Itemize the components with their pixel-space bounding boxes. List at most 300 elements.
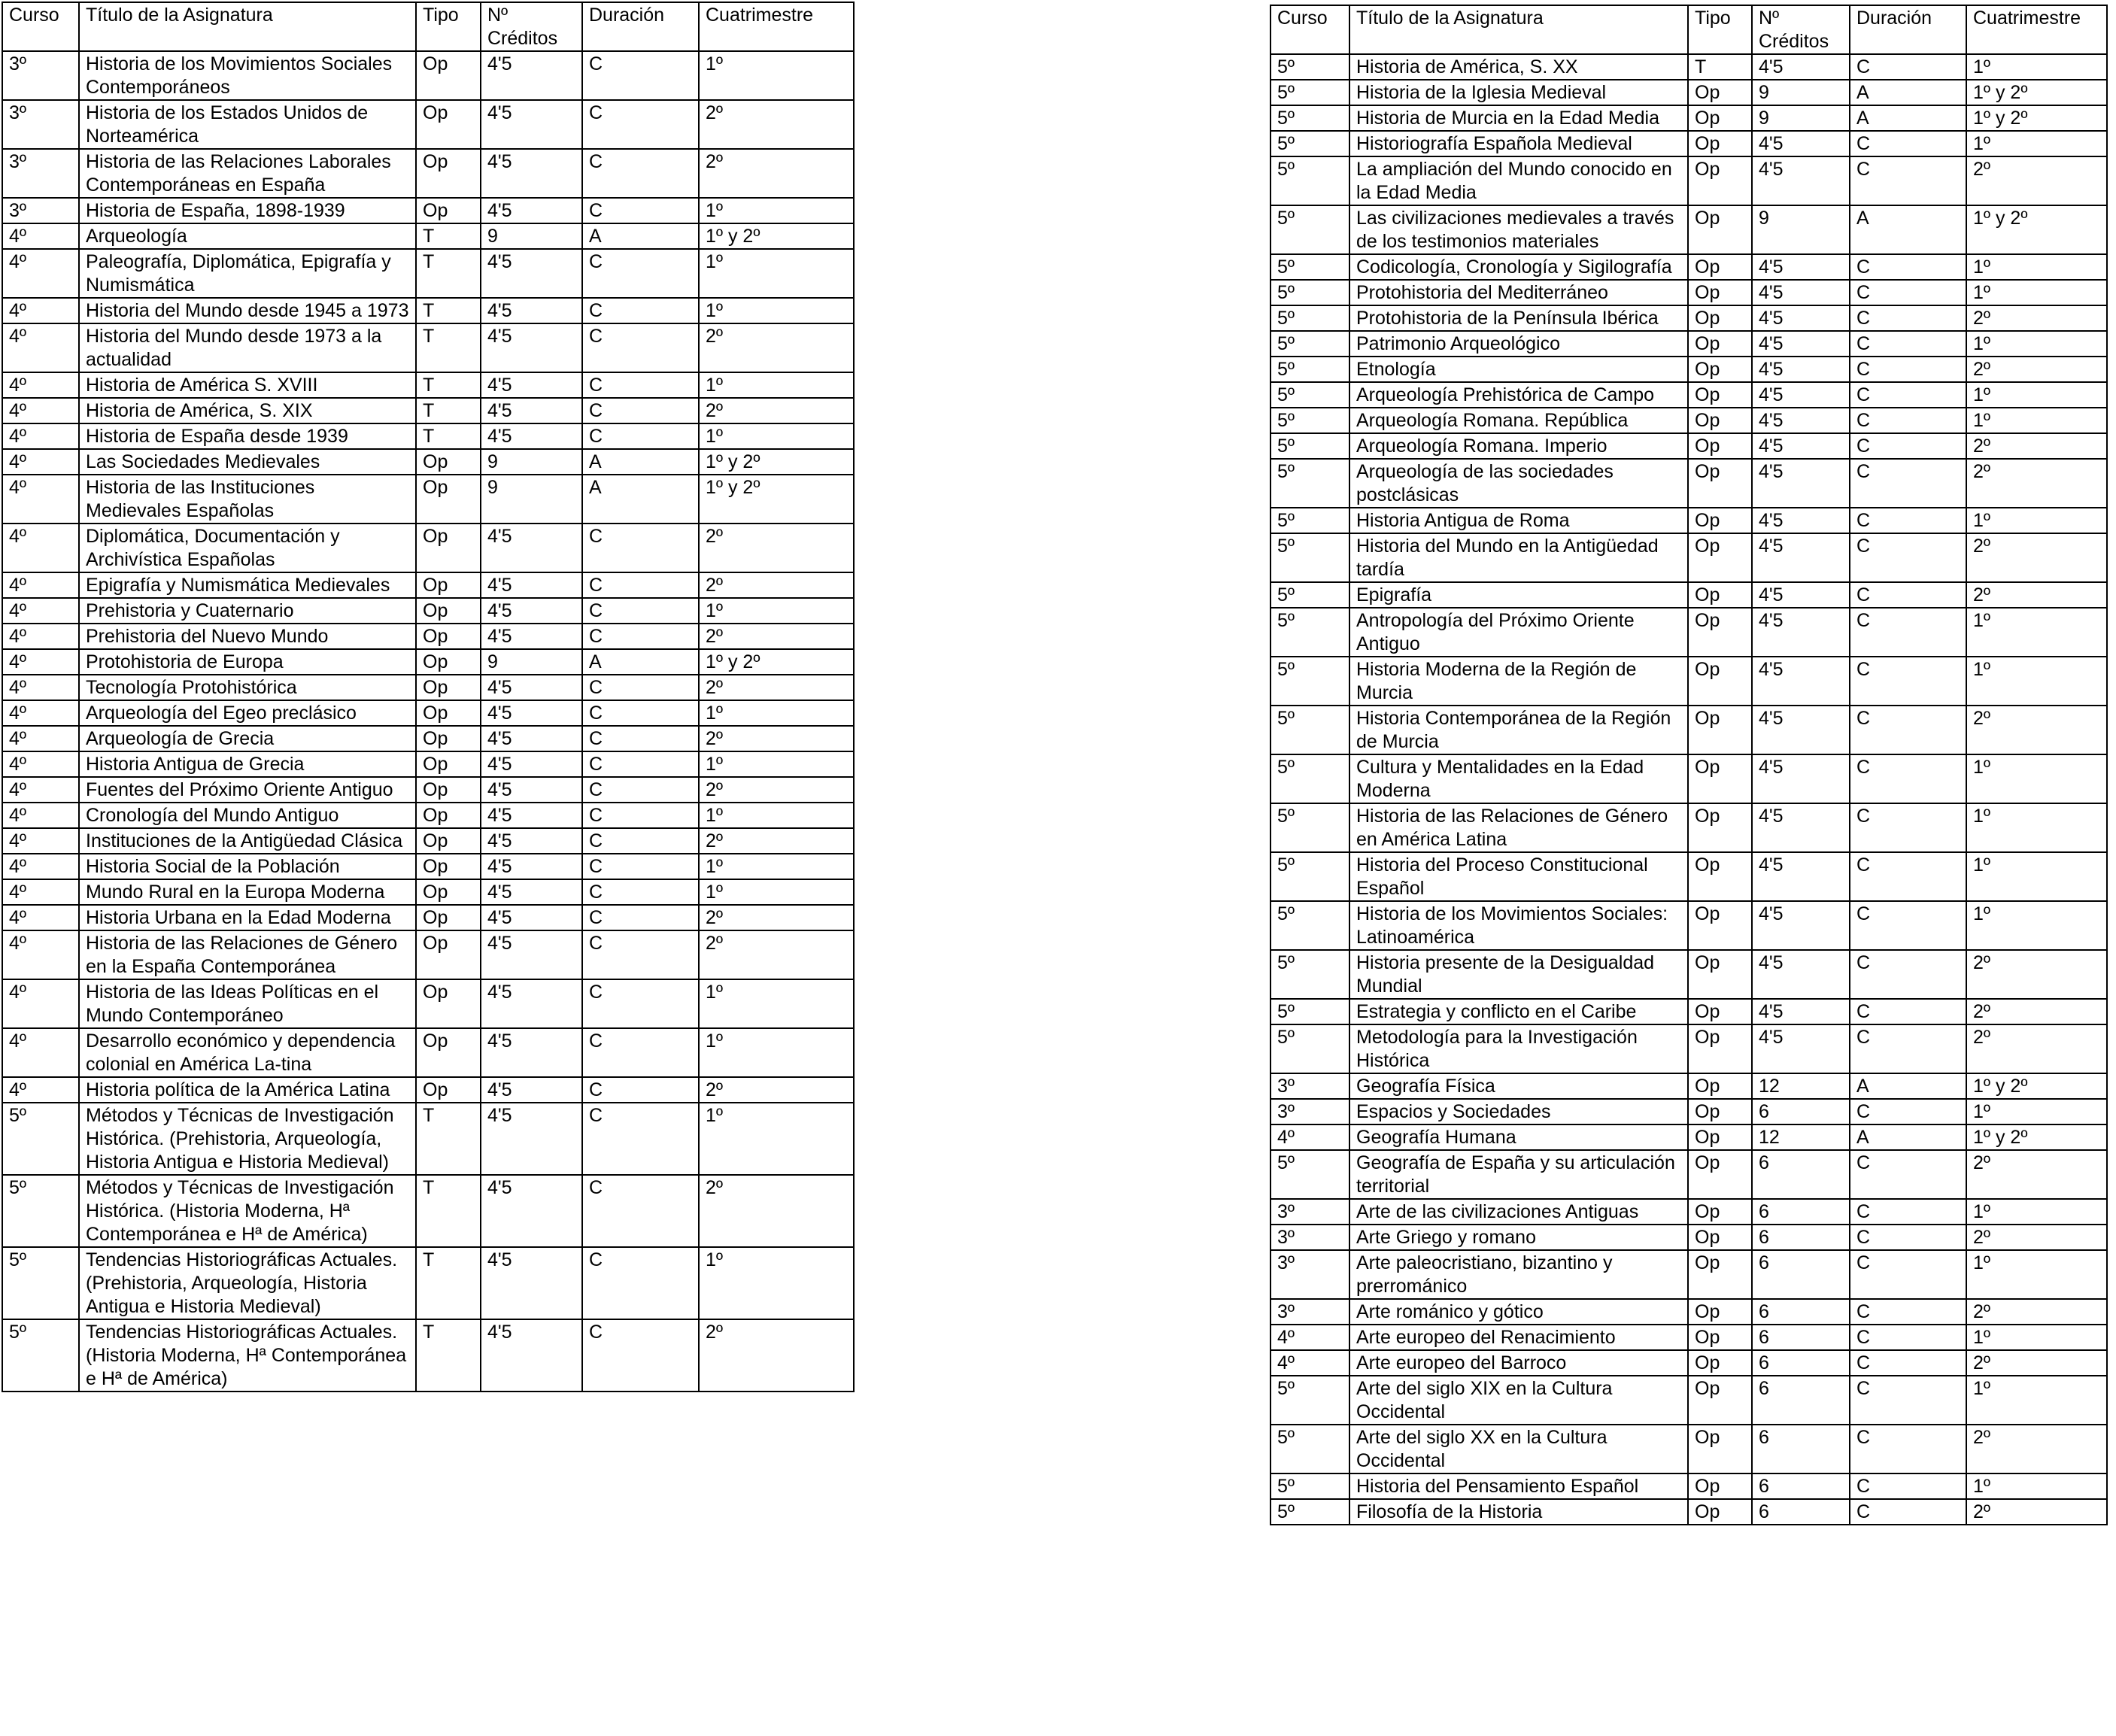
duracion-cell: C [1850, 280, 1966, 305]
creditos-cell: 4'5 [481, 598, 582, 624]
tipo-cell: Op [1688, 382, 1752, 408]
creditos-cell: 6 [1752, 1150, 1850, 1199]
duracion-cell: A [1850, 205, 1966, 254]
duracion-cell: C [582, 979, 699, 1028]
duracion-cell: C [1850, 305, 1966, 331]
duracion-cell: C [1850, 1024, 1966, 1073]
tipo-cell: Op [416, 198, 481, 223]
cuatrimestre-cell: 1º [1966, 382, 2107, 408]
creditos-cell: 6 [1752, 1250, 1850, 1299]
table-row [2, 649, 854, 675]
duracion-cell: C [1850, 1376, 1966, 1425]
duracion-cell: C [1850, 1299, 1966, 1325]
curso-cell: 5º [1271, 382, 1349, 408]
duracion-cell: C [582, 149, 699, 198]
table-row [1271, 254, 2107, 280]
tipo-cell: Op [1688, 1250, 1752, 1299]
curso-cell: 5º [1271, 1473, 1349, 1499]
titulo-cell: Filosofía de la Historia [1349, 1499, 1688, 1525]
table-row [1271, 657, 2107, 706]
cuatrimestre-cell: 1º y 2º [1966, 1124, 2107, 1150]
tipo-cell: Op [1688, 508, 1752, 533]
duracion-cell: C [582, 51, 699, 100]
table-row [1271, 105, 2107, 131]
curso-cell: 3º [1271, 1099, 1349, 1124]
creditos-cell: 4'5 [481, 372, 582, 398]
titulo-cell: Métodos y Técnicas de Investigación Histórica. (Prehistoria, Arqueología, Historia Antigua e Historia Medieval) [79, 1103, 416, 1175]
duracion-cell: C [1850, 433, 1966, 459]
curso-cell: 5º [1271, 357, 1349, 382]
cuatrimestre-cell: 1º y 2º [699, 475, 854, 524]
creditos-cell: 6 [1752, 1199, 1850, 1225]
curso-cell: 5º [1271, 156, 1349, 205]
creditos-cell: 4'5 [1752, 999, 1850, 1024]
titulo-cell: Historia de las Relaciones Laborales Contemporáneas en España [79, 149, 416, 198]
cuatrimestre-cell: 2º [1966, 459, 2107, 508]
table-row [2, 1247, 854, 1319]
duracion-cell: C [582, 777, 699, 803]
cuatrimestre-cell: 1º [699, 372, 854, 398]
creditos-cell: 6 [1752, 1325, 1850, 1350]
duracion-cell: A [1850, 105, 1966, 131]
tipo-cell: Op [416, 905, 481, 930]
table-row [2, 51, 854, 100]
titulo-cell: Historia de América, S. XIX [79, 398, 416, 423]
titulo-cell: Historia de los Movimientos Sociales Contemporáneos [79, 51, 416, 100]
cuatrimestre-cell: 2º [1966, 305, 2107, 331]
creditos-cell: 4'5 [481, 149, 582, 198]
table-row [1271, 280, 2107, 305]
curso-cell: 3º [1271, 1199, 1349, 1225]
table-row [2, 1175, 854, 1247]
titulo-cell: Historia de las Relaciones de Género en América Latina [1349, 803, 1688, 852]
tipo-cell: Op [1688, 408, 1752, 433]
duracion-cell: C [1850, 999, 1966, 1024]
titulo-cell: Tecnología Protohistórica [79, 675, 416, 700]
cuatrimestre-cell: 1º [699, 803, 854, 828]
cuatrimestre-cell: 1º [699, 423, 854, 449]
duracion-cell: C [1850, 754, 1966, 803]
cuatrimestre-cell: 1º [1966, 1325, 2107, 1350]
curso-cell: 4º [2, 649, 79, 675]
table-row [2, 198, 854, 223]
duracion-cell: C [1850, 54, 1966, 80]
creditos-cell: 4'5 [481, 828, 582, 854]
creditos-cell: 4'5 [481, 298, 582, 323]
duracion-cell: C [1850, 901, 1966, 950]
table-row [2, 398, 854, 423]
curso-cell: 4º [2, 249, 79, 298]
curso-cell: 5º [1271, 1376, 1349, 1425]
tipo-cell: Op [416, 149, 481, 198]
duracion-cell: C [1850, 131, 1966, 156]
table-row [2, 100, 854, 149]
tipo-cell: Op [416, 751, 481, 777]
curso-cell: 5º [1271, 950, 1349, 999]
curso-cell: 5º [1271, 608, 1349, 657]
curso-cell: 5º [1271, 533, 1349, 582]
cuatrimestre-cell: 1º y 2º [1966, 1073, 2107, 1099]
duracion-cell: C [1850, 408, 1966, 433]
titulo-cell: Historia del Pensamiento Español [1349, 1473, 1688, 1499]
creditos-cell: 4'5 [481, 51, 582, 100]
duracion-cell: C [582, 905, 699, 930]
header-creditos: Nº Créditos [1752, 5, 1850, 54]
titulo-cell: Historia de los Movimientos Sociales: Latinoamérica [1349, 901, 1688, 950]
cuatrimestre-cell: 1º [1966, 1099, 2107, 1124]
titulo-cell: Historia del Mundo desde 1945 a 1973 [79, 298, 416, 323]
curso-cell: 4º [2, 1028, 79, 1077]
cuatrimestre-cell: 1º y 2º [699, 649, 854, 675]
cuatrimestre-cell: 2º [699, 624, 854, 649]
tipo-cell: T [416, 398, 481, 423]
cuatrimestre-cell: 1º [1966, 754, 2107, 803]
curso-cell: 4º [2, 598, 79, 624]
header-cuatrimestre: Cuatrimestre [1966, 5, 2107, 54]
creditos-cell: 4'5 [1752, 950, 1850, 999]
curso-cell: 5º [1271, 1024, 1349, 1073]
titulo-cell: Prehistoria del Nuevo Mundo [79, 624, 416, 649]
curso-cell: 5º [2, 1175, 79, 1247]
cuatrimestre-cell: 1º [1966, 608, 2107, 657]
curso-cell: 5º [2, 1103, 79, 1175]
table-header-row [2, 2, 854, 51]
table-row [1271, 1376, 2107, 1425]
table-row [1271, 1325, 2107, 1350]
curso-cell: 5º [1271, 205, 1349, 254]
duracion-cell: C [582, 398, 699, 423]
table-row [1271, 608, 2107, 657]
tipo-cell: Op [416, 930, 481, 979]
tipo-cell: Op [416, 803, 481, 828]
tipo-cell: Op [1688, 706, 1752, 754]
titulo-cell: Arqueología del Egeo preclásico [79, 700, 416, 726]
table-row [2, 372, 854, 398]
table-row [2, 1077, 854, 1103]
duracion-cell: C [582, 1247, 699, 1319]
tipo-cell: Op [1688, 1024, 1752, 1073]
duracion-cell: C [1850, 156, 1966, 205]
creditos-cell: 4'5 [481, 100, 582, 149]
titulo-cell: Historia de Murcia en la Edad Media [1349, 105, 1688, 131]
titulo-cell: Protohistoria de Europa [79, 649, 416, 675]
duracion-cell: A [1850, 1073, 1966, 1099]
duracion-cell: C [582, 726, 699, 751]
titulo-cell: Arte europeo del Barroco [1349, 1350, 1688, 1376]
subjects-table-right [1270, 5, 2108, 1525]
titulo-cell: Historia de España desde 1939 [79, 423, 416, 449]
table-row [1271, 331, 2107, 357]
table-row [1271, 1473, 2107, 1499]
table-row [1271, 1150, 2107, 1199]
titulo-cell: Historiografía Española Medieval [1349, 131, 1688, 156]
titulo-cell: Arte de las civilizaciones Antiguas [1349, 1199, 1688, 1225]
creditos-cell: 4'5 [481, 726, 582, 751]
table-row [2, 449, 854, 475]
curso-cell: 4º [2, 828, 79, 854]
cuatrimestre-cell: 1º [1966, 508, 2107, 533]
curso-cell: 4º [2, 1077, 79, 1103]
creditos-cell: 4'5 [481, 751, 582, 777]
tipo-cell: Op [1688, 280, 1752, 305]
duracion-cell: C [582, 675, 699, 700]
cuatrimestre-cell: 1º [699, 198, 854, 223]
titulo-cell: Historia de la Iglesia Medieval [1349, 80, 1688, 105]
table-row [1271, 433, 2107, 459]
curso-cell: 5º [1271, 105, 1349, 131]
cuatrimestre-cell: 1º [699, 598, 854, 624]
curso-cell: 3º [2, 149, 79, 198]
duracion-cell: C [582, 624, 699, 649]
curso-cell: 5º [2, 1247, 79, 1319]
tipo-cell: T [416, 1175, 481, 1247]
header-duracion: Duración [1850, 5, 1966, 54]
tipo-cell: Op [1688, 205, 1752, 254]
curso-cell: 4º [2, 854, 79, 879]
curso-cell: 4º [2, 700, 79, 726]
cuatrimestre-cell: 2º [699, 1175, 854, 1247]
curso-cell: 5º [2, 1319, 79, 1392]
tipo-cell: Op [1688, 608, 1752, 657]
table-row [1271, 1124, 2107, 1150]
cuatrimestre-cell: 1º [699, 298, 854, 323]
cuatrimestre-cell: 1º [699, 1028, 854, 1077]
header-tipo: Tipo [1688, 5, 1752, 54]
header-titulo: Título de la Asignatura [79, 2, 416, 51]
cuatrimestre-cell: 1º [699, 700, 854, 726]
cuatrimestre-cell: 1º [699, 249, 854, 298]
cuatrimestre-cell: 1º [699, 854, 854, 879]
tipo-cell: Op [1688, 80, 1752, 105]
titulo-cell: Historia del Mundo desde 1973 a la actualidad [79, 323, 416, 372]
table-row [2, 298, 854, 323]
cuatrimestre-cell: 1º [1966, 657, 2107, 706]
tipo-cell: T [416, 323, 481, 372]
tipo-cell: Op [1688, 852, 1752, 901]
tipo-cell: Op [416, 675, 481, 700]
creditos-cell: 9 [481, 649, 582, 675]
table-row [1271, 357, 2107, 382]
curso-cell: 5º [1271, 280, 1349, 305]
creditos-cell: 9 [481, 449, 582, 475]
duracion-cell: C [582, 524, 699, 572]
header-duracion: Duración [582, 2, 699, 51]
cuatrimestre-cell: 1º [1966, 1199, 2107, 1225]
table-row [1271, 1250, 2107, 1299]
tipo-cell: T [416, 423, 481, 449]
cuatrimestre-cell: 2º [1966, 1499, 2107, 1525]
tipo-cell: Op [1688, 1225, 1752, 1250]
cuatrimestre-cell: 1º [1966, 852, 2107, 901]
table-row [2, 323, 854, 372]
tipo-cell: Op [416, 979, 481, 1028]
cuatrimestre-cell: 2º [1966, 1150, 2107, 1199]
duracion-cell: C [582, 1319, 699, 1392]
table-row [1271, 1499, 2107, 1525]
tipo-cell: Op [1688, 950, 1752, 999]
table-row [2, 1103, 854, 1175]
cuatrimestre-cell: 1º [1966, 1473, 2107, 1499]
titulo-cell: Codicología, Cronología y Sigilografía [1349, 254, 1688, 280]
duracion-cell: C [1850, 1250, 1966, 1299]
creditos-cell: 4'5 [481, 524, 582, 572]
curso-cell: 5º [1271, 657, 1349, 706]
table-row [1271, 803, 2107, 852]
table-row [1271, 1350, 2107, 1376]
tipo-cell: Op [416, 572, 481, 598]
curso-cell: 5º [1271, 1425, 1349, 1473]
table-row [1271, 582, 2107, 608]
curso-cell: 4º [2, 803, 79, 828]
creditos-cell: 4'5 [1752, 608, 1850, 657]
tipo-cell: Op [1688, 1073, 1752, 1099]
creditos-cell: 4'5 [1752, 1024, 1850, 1073]
cuatrimestre-cell: 2º [1966, 1350, 2107, 1376]
table-row [2, 572, 854, 598]
header-curso: Curso [1271, 5, 1349, 54]
curso-cell: 5º [1271, 754, 1349, 803]
creditos-cell: 9 [1752, 205, 1850, 254]
creditos-cell: 6 [1752, 1225, 1850, 1250]
creditos-cell: 4'5 [1752, 433, 1850, 459]
titulo-cell: Historia Antigua de Grecia [79, 751, 416, 777]
cuatrimestre-cell: 1º [1966, 54, 2107, 80]
table-row [2, 624, 854, 649]
cuatrimestre-cell: 2º [1966, 999, 2107, 1024]
tipo-cell: Op [1688, 1099, 1752, 1124]
cuatrimestre-cell: 2º [699, 572, 854, 598]
titulo-cell: Historia del Mundo en la Antigüedad tardía [1349, 533, 1688, 582]
table-row [1271, 80, 2107, 105]
tipo-cell: Op [1688, 1124, 1752, 1150]
titulo-cell: Historia de los Estados Unidos de Norteamérica [79, 100, 416, 149]
cuatrimestre-cell: 1º y 2º [699, 223, 854, 249]
duracion-cell: C [1850, 608, 1966, 657]
tipo-cell: Op [1688, 533, 1752, 582]
duracion-cell: C [1850, 803, 1966, 852]
titulo-cell: Arqueología Prehistórica de Campo [1349, 382, 1688, 408]
tipo-cell: Op [1688, 1473, 1752, 1499]
tipo-cell: Op [1688, 1199, 1752, 1225]
tipo-cell: Op [1688, 1425, 1752, 1473]
duracion-cell: C [582, 700, 699, 726]
table-row [2, 1319, 854, 1392]
titulo-cell: Historia de América S. XVIII [79, 372, 416, 398]
curso-cell: 4º [2, 979, 79, 1028]
tipo-cell: Op [1688, 331, 1752, 357]
titulo-cell: Arte del siglo XIX en la Cultura Occidental [1349, 1376, 1688, 1425]
duracion-cell: C [1850, 582, 1966, 608]
header-tipo: Tipo [416, 2, 481, 51]
creditos-cell: 4'5 [481, 198, 582, 223]
cuatrimestre-cell: 1º [699, 51, 854, 100]
duracion-cell: C [1850, 382, 1966, 408]
cuatrimestre-cell: 1º y 2º [1966, 205, 2107, 254]
tipo-cell: Op [416, 475, 481, 524]
cuatrimestre-cell: 2º [1966, 582, 2107, 608]
cuatrimestre-cell: 2º [699, 323, 854, 372]
titulo-cell: Geografía de España y su articulación territorial [1349, 1150, 1688, 1199]
creditos-cell: 4'5 [481, 675, 582, 700]
table-row [2, 700, 854, 726]
curso-cell: 4º [2, 675, 79, 700]
table-row [2, 979, 854, 1028]
cuatrimestre-cell: 2º [699, 930, 854, 979]
duracion-cell: C [1850, 459, 1966, 508]
tipo-cell: Op [416, 700, 481, 726]
curso-cell: 5º [1271, 54, 1349, 80]
titulo-cell: Historia Social de la Población [79, 854, 416, 879]
curso-cell: 4º [2, 726, 79, 751]
duracion-cell: C [1850, 706, 1966, 754]
tipo-cell: T [416, 1319, 481, 1392]
duracion-cell: C [1850, 533, 1966, 582]
table-row [1271, 1299, 2107, 1325]
tipo-cell: Op [416, 828, 481, 854]
titulo-cell: Cultura y Mentalidades en la Edad Moderna [1349, 754, 1688, 803]
duracion-cell: C [1850, 254, 1966, 280]
creditos-cell: 4'5 [1752, 382, 1850, 408]
titulo-cell: Arqueología de las sociedades postclásicas [1349, 459, 1688, 508]
curso-cell: 4º [2, 930, 79, 979]
cuatrimestre-cell: 2º [699, 149, 854, 198]
titulo-cell: Fuentes del Próximo Oriente Antiguo [79, 777, 416, 803]
cuatrimestre-cell: 2º [1966, 1425, 2107, 1473]
cuatrimestre-cell: 1º [1966, 1376, 2107, 1425]
tipo-cell: Op [1688, 1376, 1752, 1425]
titulo-cell: Instituciones de la Antigüedad Clásica [79, 828, 416, 854]
curso-cell: 5º [1271, 131, 1349, 156]
creditos-cell: 4'5 [481, 803, 582, 828]
duracion-cell: C [1850, 331, 1966, 357]
duracion-cell: C [582, 854, 699, 879]
titulo-cell: Arte europeo del Renacimiento [1349, 1325, 1688, 1350]
table-row [1271, 1225, 2107, 1250]
creditos-cell: 6 [1752, 1099, 1850, 1124]
tipo-cell: T [416, 1247, 481, 1319]
duracion-cell: C [582, 249, 699, 298]
tipo-cell: Op [1688, 433, 1752, 459]
tipo-cell: Op [1688, 105, 1752, 131]
creditos-cell: 4'5 [1752, 254, 1850, 280]
cuatrimestre-cell: 1º [699, 751, 854, 777]
duracion-cell: C [1850, 1473, 1966, 1499]
duracion-cell: C [582, 930, 699, 979]
duracion-cell: C [582, 1175, 699, 1247]
titulo-cell: Las civilizaciones medievales a través de los testimonios materiales [1349, 205, 1688, 254]
titulo-cell: Paleografía, Diplomática, Epigrafía y Numismática [79, 249, 416, 298]
tipo-cell: Op [1688, 305, 1752, 331]
curso-cell: 3º [2, 100, 79, 149]
cuatrimestre-cell: 1º [699, 1103, 854, 1175]
titulo-cell: La ampliación del Mundo conocido en la Edad Media [1349, 156, 1688, 205]
tipo-cell: Op [416, 51, 481, 100]
curso-cell: 5º [1271, 901, 1349, 950]
tipo-cell: Op [1688, 754, 1752, 803]
table-row [1271, 205, 2107, 254]
table-row [1271, 1199, 2107, 1225]
titulo-cell: Geografía Física [1349, 1073, 1688, 1099]
tipo-cell: Op [1688, 1350, 1752, 1376]
curso-cell: 4º [1271, 1350, 1349, 1376]
cuatrimestre-cell: 2º [699, 1319, 854, 1392]
curso-cell: 4º [2, 524, 79, 572]
creditos-cell: 4'5 [481, 905, 582, 930]
creditos-cell: 4'5 [481, 700, 582, 726]
titulo-cell: Historia de América, S. XX [1349, 54, 1688, 80]
curso-cell: 4º [2, 777, 79, 803]
duracion-cell: A [582, 449, 699, 475]
